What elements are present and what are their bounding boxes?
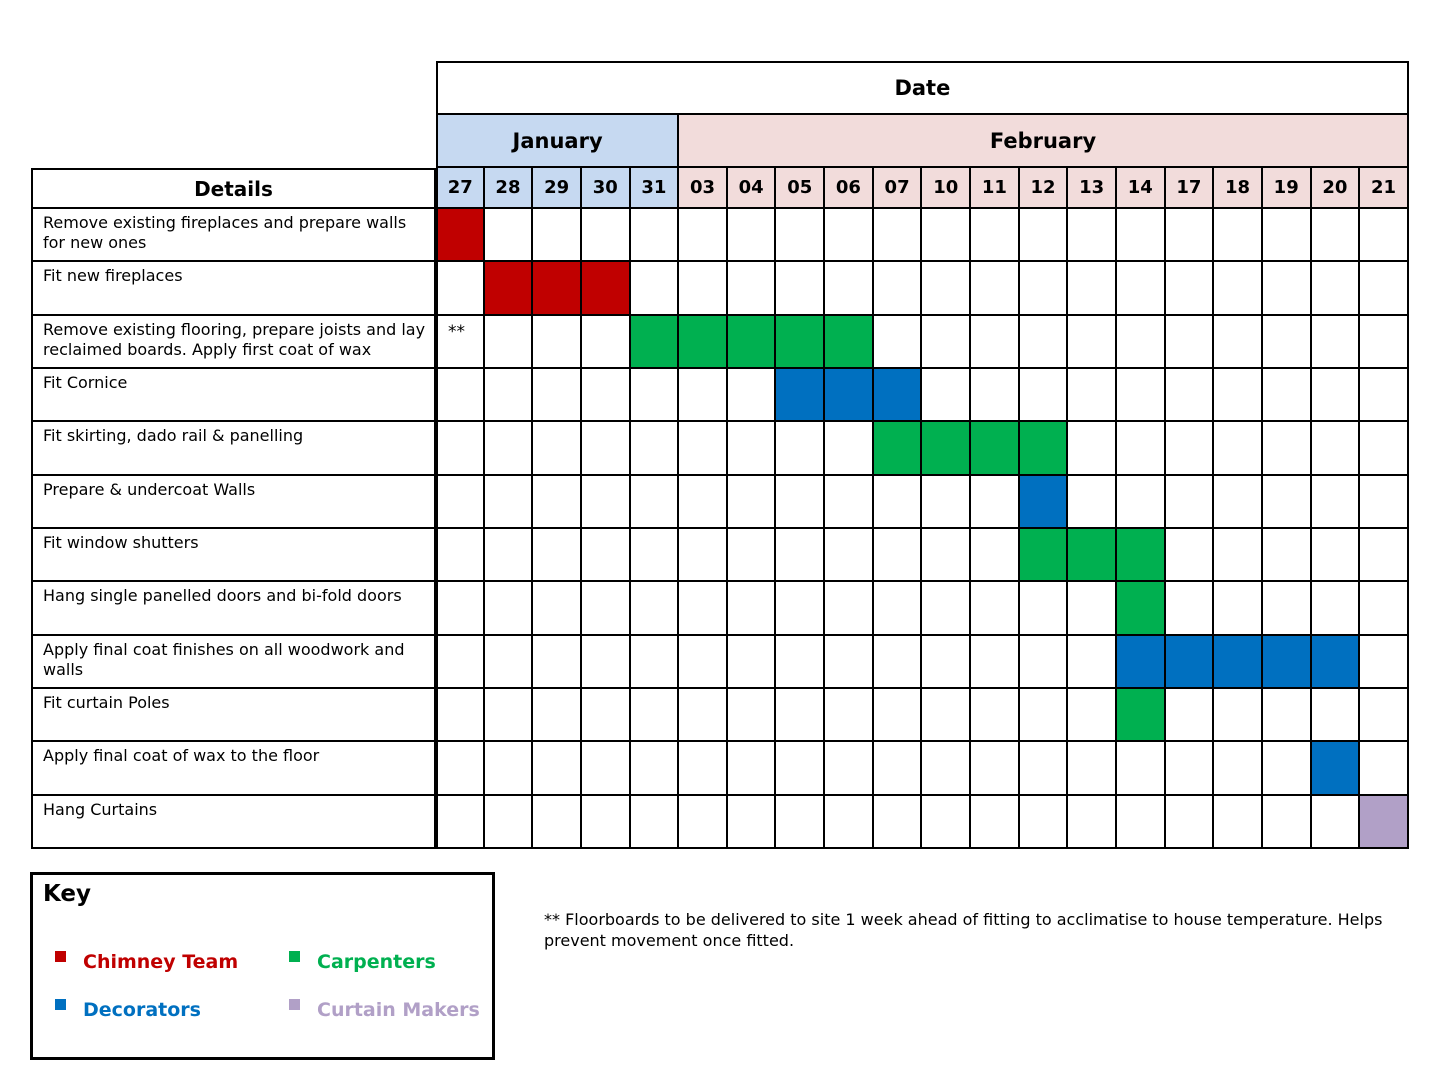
day-header: 18: [1214, 168, 1263, 209]
gantt-bar-cell: [1312, 636, 1361, 689]
gantt-cell: [533, 742, 582, 795]
gantt-cell: [1360, 316, 1409, 369]
gantt-cell: [436, 369, 485, 422]
gantt-cell: [1214, 796, 1263, 849]
gantt-cell: [582, 422, 631, 475]
task-label: Remove existing flooring, prepare joists and lay reclaimed boards. Apply first coat of wax: [31, 316, 436, 369]
gantt-cell: [825, 209, 874, 262]
gantt-cell: [971, 316, 1020, 369]
gantt-cell: [874, 476, 923, 529]
gantt-cell: [1020, 209, 1069, 262]
day-header: 11: [971, 168, 1020, 209]
gantt-bar-cell: [1214, 636, 1263, 689]
gantt-cell: [971, 689, 1020, 742]
gantt-cell: [631, 582, 680, 635]
gantt-cell: [1263, 796, 1312, 849]
gantt-cell: [825, 262, 874, 315]
month-header-feb: February: [679, 115, 1409, 168]
gantt-cell: [971, 742, 1020, 795]
day-header: 21: [1360, 168, 1409, 209]
gantt-cell: [1214, 582, 1263, 635]
gantt-cell: [582, 796, 631, 849]
gantt-cell: [874, 262, 923, 315]
gantt-cell: [1166, 476, 1215, 529]
gantt-cell: [1117, 796, 1166, 849]
legend-label-carpenters: Carpenters: [317, 951, 436, 973]
gantt-cell: [825, 422, 874, 475]
gantt-cell: [1166, 742, 1215, 795]
footnote: ** Floorboards to be delivered to site 1 week ahead of fitting to acclimatise to house temperature. Helps prevent movement once fitted.: [544, 910, 1383, 950]
gantt-cell: [679, 369, 728, 422]
gantt-bar-cell: [485, 262, 534, 315]
gantt-cell: [485, 689, 534, 742]
gantt-cell: [1117, 209, 1166, 262]
gantt-cell: [436, 262, 485, 315]
gantt-cell: [971, 582, 1020, 635]
gantt-cell: [825, 636, 874, 689]
gantt-cell: [436, 742, 485, 795]
gantt-cell: [971, 529, 1020, 582]
task-label: Fit new fireplaces: [31, 262, 436, 315]
gantt-cell: [436, 689, 485, 742]
gantt-cell: [679, 476, 728, 529]
gantt-cell: [1263, 262, 1312, 315]
gantt-cell: [582, 742, 631, 795]
gantt-cell: [631, 529, 680, 582]
gantt-cell: [533, 582, 582, 635]
gantt-cell: [1263, 316, 1312, 369]
gantt-cell: [825, 476, 874, 529]
gantt-cell: [776, 529, 825, 582]
legend-swatch-chimney: [55, 951, 66, 962]
gantt-cell: [679, 529, 728, 582]
gantt-cell: [874, 689, 923, 742]
gantt-cell: [631, 689, 680, 742]
gantt-bar-cell: [825, 316, 874, 369]
gantt-cell: [1068, 262, 1117, 315]
gantt-cell: [776, 796, 825, 849]
day-header: 17: [1166, 168, 1215, 209]
gantt-cell: [922, 742, 971, 795]
gantt-cell: [971, 476, 1020, 529]
gantt-cell: [1312, 796, 1361, 849]
day-header: 03: [679, 168, 728, 209]
gantt-cell: [776, 422, 825, 475]
gantt-cell: [971, 369, 1020, 422]
gantt-cell: [436, 582, 485, 635]
gantt-cell: [679, 582, 728, 635]
gantt-cell: [1166, 422, 1215, 475]
gantt-cell: [631, 476, 680, 529]
gantt-cell: [776, 209, 825, 262]
day-header: 28: [485, 168, 534, 209]
day-header: 29: [533, 168, 582, 209]
gantt-cell: [1214, 476, 1263, 529]
gantt-cell: [533, 796, 582, 849]
gantt-bar-cell: [1117, 689, 1166, 742]
gantt-cell: [1214, 742, 1263, 795]
gantt-cell: [1312, 369, 1361, 422]
gantt-cell: [922, 369, 971, 422]
gantt-cell: [1360, 742, 1409, 795]
gantt-cell: [1117, 742, 1166, 795]
task-label: Hang single panelled doors and bi-fold doors: [31, 582, 436, 635]
gantt-cell: [582, 476, 631, 529]
gantt-cell: [971, 262, 1020, 315]
gantt-cell: [728, 742, 777, 795]
gantt-bar-cell: [1068, 529, 1117, 582]
gantt-cell: [1068, 636, 1117, 689]
gantt-cell: [825, 582, 874, 635]
key-title: Key: [43, 881, 92, 907]
gantt-cell: [922, 316, 971, 369]
gantt-cell: [1214, 369, 1263, 422]
gantt-cell: [922, 689, 971, 742]
day-header: 05: [776, 168, 825, 209]
gantt-cell: [1312, 262, 1361, 315]
gantt-cell: [1263, 369, 1312, 422]
gantt-cell: [1312, 582, 1361, 635]
gantt-cell: [728, 796, 777, 849]
gantt-bar-cell: [1020, 476, 1069, 529]
gantt-cell: [485, 476, 534, 529]
gantt-cell: [825, 796, 874, 849]
gantt-cell: [728, 262, 777, 315]
gantt-cell: [1263, 422, 1312, 475]
gantt-cell: [728, 422, 777, 475]
date-header: Date: [436, 61, 1409, 115]
gantt-cell: [1214, 689, 1263, 742]
gantt-cell: [728, 369, 777, 422]
gantt-bar-cell: [922, 422, 971, 475]
task-label: Hang Curtains: [31, 796, 436, 849]
details-header: Details: [31, 168, 436, 209]
gantt-cell: [1312, 316, 1361, 369]
gantt-bar-cell: [776, 316, 825, 369]
gantt-cell: [631, 262, 680, 315]
gantt-cell: [825, 742, 874, 795]
gantt-cell: [485, 422, 534, 475]
gantt-cell: [485, 369, 534, 422]
gantt-cell: [1068, 689, 1117, 742]
day-header: 13: [1068, 168, 1117, 209]
gantt-cell: [1117, 262, 1166, 315]
gantt-cell: [922, 636, 971, 689]
gantt-cell: [1068, 742, 1117, 795]
gantt-cell: [728, 689, 777, 742]
task-label: Fit window shutters: [31, 529, 436, 582]
gantt-cell: [1020, 369, 1069, 422]
gantt-cell: [485, 316, 534, 369]
gantt-cell: [728, 582, 777, 635]
gantt-bar-cell: [533, 262, 582, 315]
gantt-bar-cell: [1117, 582, 1166, 635]
gantt-cell: [874, 742, 923, 795]
task-label: Remove existing fireplaces and prepare walls for new ones: [31, 209, 436, 262]
gantt-cell: [1214, 316, 1263, 369]
gantt-cell: [582, 529, 631, 582]
gantt-cell: [485, 209, 534, 262]
gantt-cell: [436, 796, 485, 849]
gantt-cell: [485, 742, 534, 795]
gantt-cell: [776, 689, 825, 742]
gantt-cell: [533, 529, 582, 582]
gantt-cell: [436, 422, 485, 475]
legend-key: [30, 872, 495, 1060]
gantt-cell: [631, 636, 680, 689]
gantt-cell: [728, 636, 777, 689]
gantt-cell: [971, 209, 1020, 262]
gantt-bar-cell: [776, 369, 825, 422]
gantt-cell: [679, 742, 728, 795]
legend-label-decorators: Decorators: [83, 999, 201, 1021]
gantt-bar-cell: [1360, 796, 1409, 849]
gantt-bar-cell: [1312, 742, 1361, 795]
legend-label-chimney: Chimney Team: [83, 951, 239, 973]
gantt-cell: [1068, 796, 1117, 849]
gantt-cell: [1020, 316, 1069, 369]
gantt-cell: [971, 636, 1020, 689]
gantt-cell: [1068, 422, 1117, 475]
gantt-cell: [533, 689, 582, 742]
gantt-cell: [776, 582, 825, 635]
gantt-cell: [1312, 422, 1361, 475]
gantt-cell: [631, 422, 680, 475]
day-header: 10: [922, 168, 971, 209]
gantt-cell: [1117, 476, 1166, 529]
gantt-cell: [1166, 209, 1215, 262]
task-label: Fit curtain Poles: [31, 689, 436, 742]
gantt-cell: [1263, 689, 1312, 742]
task-label: Apply final coat of wax to the floor: [31, 742, 436, 795]
gantt-cell: [1020, 636, 1069, 689]
gantt-cell: [1068, 582, 1117, 635]
day-header: 12: [1020, 168, 1069, 209]
gantt-bar-cell: [436, 209, 485, 262]
gantt-cell: [631, 369, 680, 422]
legend-swatch-decorators: [55, 999, 66, 1010]
gantt-cell: [922, 582, 971, 635]
gantt-cell: [1360, 209, 1409, 262]
gantt-cell: [1214, 529, 1263, 582]
gantt-cell: [1166, 796, 1215, 849]
gantt-cell: [1166, 262, 1215, 315]
gantt-cell: [679, 796, 728, 849]
gantt-cell: [874, 636, 923, 689]
gantt-cell: [1263, 742, 1312, 795]
gantt-cell: [1068, 316, 1117, 369]
gantt-cell: [1263, 476, 1312, 529]
gantt-cell: [1263, 209, 1312, 262]
gantt-cell: [776, 262, 825, 315]
gantt-cell: [874, 529, 923, 582]
day-header: 07: [874, 168, 923, 209]
gantt-cell: [1312, 476, 1361, 529]
gantt-cell: [436, 529, 485, 582]
day-header: 06: [825, 168, 874, 209]
gantt-cell: [1263, 582, 1312, 635]
gantt-bar-cell: [679, 316, 728, 369]
day-header: 27: [436, 168, 485, 209]
gantt-cell: [1360, 262, 1409, 315]
gantt-bar-cell: [1020, 529, 1069, 582]
gantt-cell: [776, 636, 825, 689]
gantt-bar-cell: [1020, 422, 1069, 475]
gantt-cell: [922, 262, 971, 315]
gantt-cell: [533, 422, 582, 475]
gantt-cell: [776, 476, 825, 529]
gantt-cell: [1263, 529, 1312, 582]
gantt-cell: [1117, 422, 1166, 475]
gantt-cell: [679, 689, 728, 742]
gantt-cell: [631, 209, 680, 262]
gantt-bar-cell: [825, 369, 874, 422]
gantt-cell: [1312, 529, 1361, 582]
gantt-cell: [1360, 422, 1409, 475]
gantt-cell: [874, 209, 923, 262]
gantt-cell: [485, 529, 534, 582]
gantt-bar-cell: [728, 316, 777, 369]
gantt-cell: [922, 796, 971, 849]
gantt-bar-cell: [874, 422, 923, 475]
gantt-cell: [533, 316, 582, 369]
gantt-cell: [1166, 316, 1215, 369]
gantt-chart: [31, 61, 1409, 849]
task-label: Apply final coat finishes on all woodwork and walls: [31, 636, 436, 689]
gantt-cell: [1068, 369, 1117, 422]
delivery-marker: **: [436, 316, 485, 369]
gantt-cell: [874, 316, 923, 369]
gantt-bar-cell: [1117, 529, 1166, 582]
gantt-cell: [679, 422, 728, 475]
gantt-cell: [436, 476, 485, 529]
gantt-cell: [679, 209, 728, 262]
gantt-cell: [728, 476, 777, 529]
day-header: 31: [631, 168, 680, 209]
task-label: Fit skirting, dado rail & panelling: [31, 422, 436, 475]
gantt-cell: [582, 209, 631, 262]
legend-label-curtain: Curtain Makers: [317, 999, 480, 1021]
gantt-cell: [582, 636, 631, 689]
gantt-cell: [874, 796, 923, 849]
gantt-cell: [1360, 476, 1409, 529]
day-header: 19: [1263, 168, 1312, 209]
gantt-cell: [485, 796, 534, 849]
task-label: Fit Cornice: [31, 369, 436, 422]
day-header: 04: [728, 168, 777, 209]
gantt-cell: [1068, 209, 1117, 262]
gantt-cell: [1020, 742, 1069, 795]
gantt-bar-cell: [582, 262, 631, 315]
gantt-cell: [1020, 582, 1069, 635]
gantt-cell: [1068, 476, 1117, 529]
gantt-cell: [485, 636, 534, 689]
gantt-cell: [1360, 689, 1409, 742]
gantt-cell: [1360, 636, 1409, 689]
gantt-cell: [631, 742, 680, 795]
gantt-cell: [1214, 262, 1263, 315]
gantt-cell: [1166, 369, 1215, 422]
gantt-cell: [436, 636, 485, 689]
gantt-cell: [533, 636, 582, 689]
gantt-cell: [631, 796, 680, 849]
corner-blank: [31, 61, 436, 168]
task-label: Prepare & undercoat Walls: [31, 476, 436, 529]
gantt-cell: [825, 689, 874, 742]
gantt-cell: [922, 529, 971, 582]
day-header: 14: [1117, 168, 1166, 209]
gantt-bar-cell: [1263, 636, 1312, 689]
gantt-cell: [1214, 422, 1263, 475]
gantt-cell: [533, 476, 582, 529]
legend-swatch-curtain: [289, 999, 300, 1010]
gantt-cell: [922, 209, 971, 262]
gantt-cell: [1312, 209, 1361, 262]
gantt-cell: [533, 209, 582, 262]
gantt-cell: [1312, 689, 1361, 742]
gantt-cell: [1166, 529, 1215, 582]
gantt-cell: [1214, 209, 1263, 262]
gantt-cell: [1020, 689, 1069, 742]
gantt-cell: [679, 262, 728, 315]
gantt-cell: [922, 476, 971, 529]
gantt-bar-cell: [874, 369, 923, 422]
gantt-cell: [728, 529, 777, 582]
gantt-cell: [728, 209, 777, 262]
day-header: 30: [582, 168, 631, 209]
gantt-cell: [1360, 582, 1409, 635]
gantt-cell: [582, 689, 631, 742]
day-header: 20: [1312, 168, 1361, 209]
gantt-bar-cell: [1117, 636, 1166, 689]
gantt-cell: [1360, 369, 1409, 422]
gantt-cell: [1166, 582, 1215, 635]
gantt-cell: [1117, 369, 1166, 422]
gantt-cell: [1020, 262, 1069, 315]
gantt-cell: [1166, 689, 1215, 742]
gantt-cell: [582, 582, 631, 635]
gantt-cell: [1020, 796, 1069, 849]
month-header-jan: January: [436, 115, 679, 168]
gantt-bar-cell: [971, 422, 1020, 475]
gantt-bar-cell: [631, 316, 680, 369]
gantt-cell: [874, 582, 923, 635]
gantt-cell: [1360, 529, 1409, 582]
gantt-cell: [1117, 316, 1166, 369]
gantt-bar-cell: [1166, 636, 1215, 689]
gantt-cell: [582, 369, 631, 422]
gantt-cell: [776, 742, 825, 795]
legend-swatch-carpenters: [289, 951, 300, 962]
gantt-cell: [582, 316, 631, 369]
gantt-cell: [533, 369, 582, 422]
gantt-cell: [679, 636, 728, 689]
gantt-cell: [485, 582, 534, 635]
gantt-cell: [825, 529, 874, 582]
gantt-cell: [971, 796, 1020, 849]
